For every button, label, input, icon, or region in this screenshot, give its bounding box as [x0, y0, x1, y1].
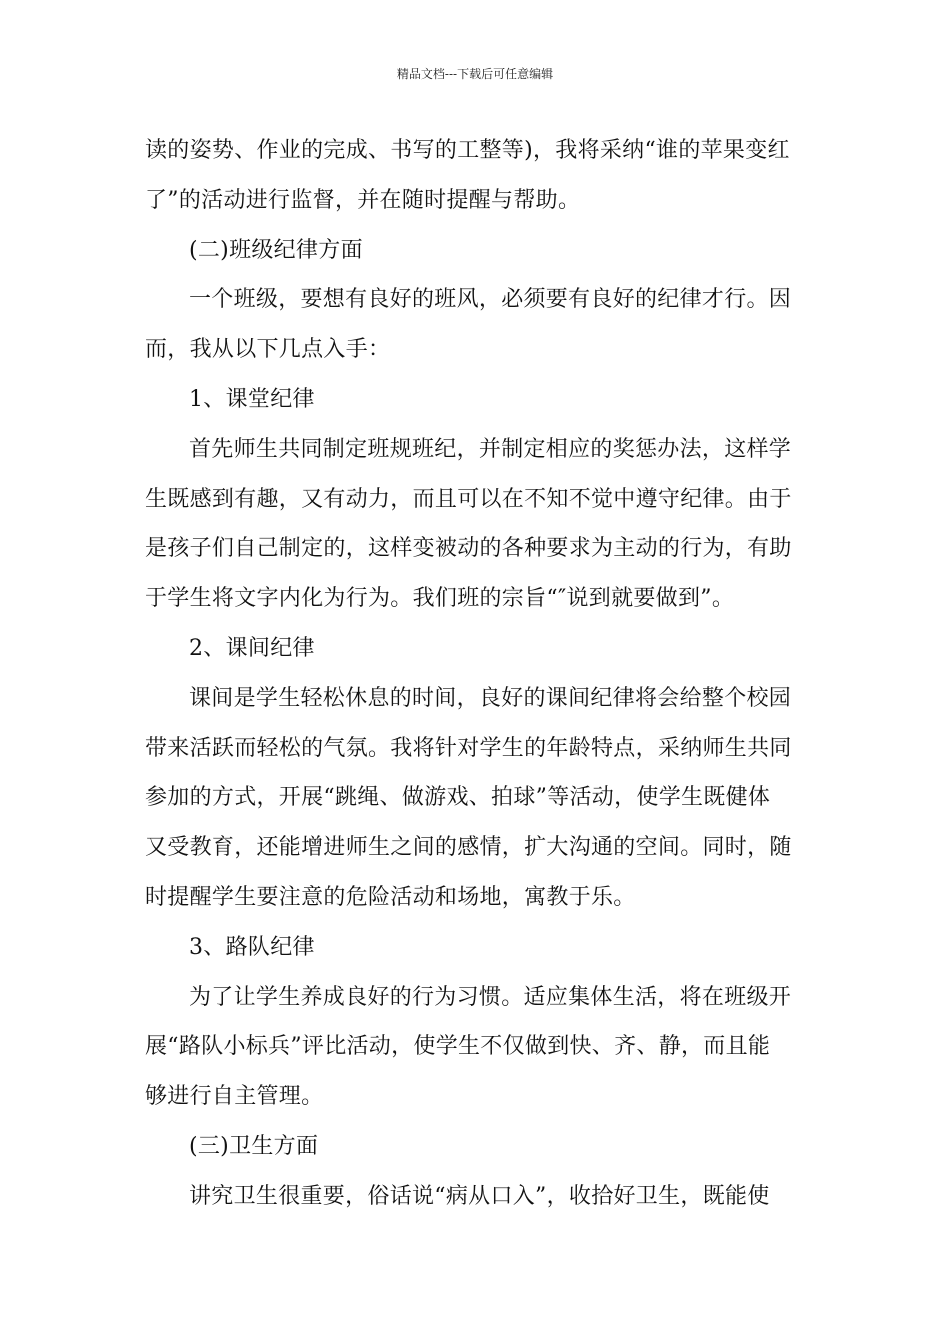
- section-heading: (二)班级纪律方面: [189, 237, 363, 263]
- subsection-heading: 3、路队纪律: [189, 934, 315, 960]
- text-line: 讲究卫生很重要，俗话说“病从口入”，收拾好卫生，既能使: [189, 1183, 770, 1209]
- text-line: 首先师生共同制定班规班纪，并制定相应的奖惩办法，这样学: [189, 436, 792, 462]
- text-line: 生既感到有趣，又有动力，而且可以在不知不觉中遵守纪律。由于: [145, 486, 792, 512]
- text-line: 一个班级，要想有良好的班风，必须要有良好的纪律才行。因: [189, 287, 792, 313]
- text-line: 又受教育，还能增进师生之间的感情，扩大沟通的空间。同时，随: [145, 835, 792, 861]
- text-line: 为了让学生养成良好的行为习惯。适应集体生活，将在班级开: [189, 984, 792, 1010]
- text-line: 而，我从以下几点入手：: [145, 337, 391, 363]
- subsection-heading: 2、课间纪律: [189, 635, 315, 661]
- text-line: 时提醒学生要注意的危险活动和场地，寓教于乐。: [145, 884, 636, 910]
- text-line: 带来活跃而轻松的气氛。我将针对学生的年龄特点，采纳师生共同: [145, 735, 792, 761]
- text-line: 展“路队小标兵”评比活动，使学生不仅做到快、齐、静，而且能: [145, 1034, 771, 1060]
- document-body: [145, 126, 809, 1222]
- page-header: 精品文档---下载后可任意编辑: [396, 67, 554, 81]
- subsection-heading: 1、课堂纪律: [189, 386, 315, 412]
- text-line: 够进行自主管理。: [145, 1084, 324, 1110]
- text-line: 参加的方式，开展“跳绳、做游戏、拍球”等活动，使学生既健体: [145, 785, 771, 811]
- text-line: 了”的活动进行监督，并在随时提醒与帮助。: [145, 187, 581, 213]
- text-line: 是孩子们自己制定的，这样变被动的各种要求为主动的行为，有助: [145, 536, 792, 562]
- text-line: 课间是学生轻松休息的时间，良好的课间纪律将会给整个校园: [189, 685, 792, 711]
- text-line: 读的姿势、作业的完成、书写的工整等)，我将采纳“谁的苹果变红: [145, 138, 790, 163]
- text-line: 于学生将文字内化为行为。我们班的宗旨“″说到就要做到”。: [145, 586, 735, 612]
- section-heading: (三)卫生方面: [189, 1133, 319, 1159]
